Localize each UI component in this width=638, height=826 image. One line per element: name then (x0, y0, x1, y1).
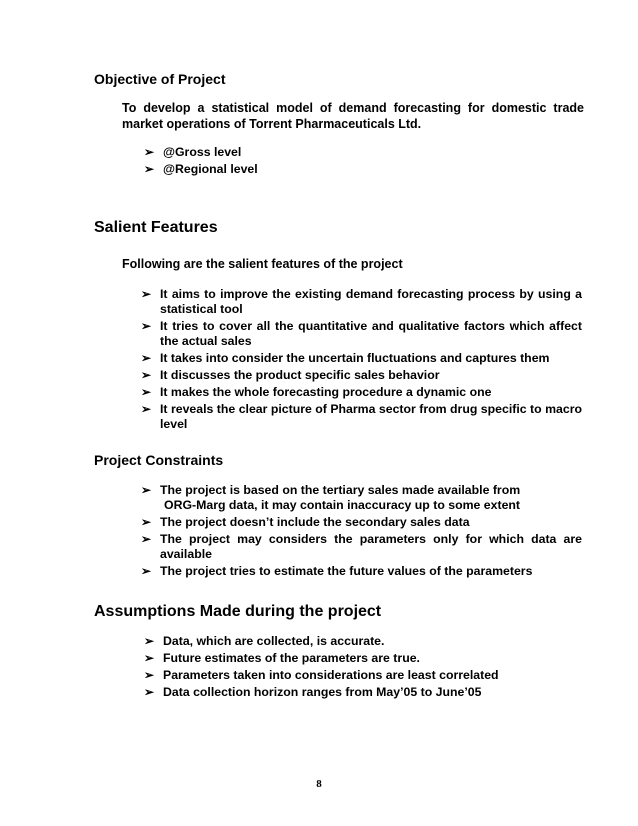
list-item: ➢ It discusses the product specific sales behavior (141, 368, 440, 382)
arrow-bullet-icon: ➢ (141, 532, 152, 546)
constraints-bullets (141, 483, 582, 581)
arrow-bullet-icon: ➢ (144, 668, 155, 682)
list-item: ➢ @Gross level (144, 145, 242, 159)
list-item: ➢ It takes into consider the uncertain fluctuations and captures them (141, 351, 550, 365)
arrow-bullet-icon: ➢ (144, 651, 155, 665)
list-item: ➢ It tries to cover all the quantitative and qualitative factors which affect the actual sales (141, 319, 582, 348)
arrow-bullet-icon: ➢ (144, 634, 155, 648)
page-number: 8 (316, 778, 322, 790)
arrow-bullet-icon: ➢ (141, 483, 152, 497)
list-item: ➢ The project is based on the tertiary sales made available from (141, 483, 521, 497)
salient-bullets (141, 287, 582, 434)
assumptions-heading: Assumptions Made during the project (94, 603, 382, 620)
arrow-bullet-icon: ➢ (141, 319, 152, 333)
objective-heading: Objective of Project (94, 71, 226, 87)
list-item: ➢ @Regional level (144, 162, 258, 176)
list-item-continuation: ORG-Marg data, it may contain inaccuracy up to some extent (164, 498, 521, 512)
arrow-bullet-icon: ➢ (144, 162, 155, 176)
list-item: ➢ The project may considers the parameters only for which data are available (141, 532, 582, 561)
arrow-bullet-icon: ➢ (141, 368, 152, 382)
objective-bullets (144, 145, 583, 179)
arrow-bullet-icon: ➢ (141, 385, 152, 399)
list-item: ➢ Data collection horizon ranges from May’05 to June’05 (144, 685, 482, 699)
arrow-bullet-icon: ➢ (144, 145, 155, 159)
list-item: ➢ Data, which are collected, is accurate. (144, 634, 385, 648)
list-item: ➢ It makes the whole forecasting procedure a dynamic one (141, 385, 492, 399)
constraints-heading: Project Constraints (94, 452, 224, 468)
list-item: ➢ The project tries to estimate the future values of the parameters (141, 564, 533, 578)
arrow-bullet-icon: ➢ (141, 515, 152, 529)
objective-text: To develop a statistical model of demand forecasting for domestic trade market operations of Torrent Pharmaceuticals Ltd. (122, 101, 584, 131)
list-item: ➢ The project doesn’t include the secondary sales data (141, 515, 470, 529)
salient-heading: Salient Features (94, 219, 218, 236)
arrow-bullet-icon: ➢ (141, 351, 152, 365)
list-item: ➢ It aims to improve the existing demand forecasting process by using a statistical tool (141, 287, 582, 316)
assumptions-bullets (144, 634, 583, 702)
salient-intro: Following are the salient features of the project (122, 257, 403, 271)
list-item: ➢ It reveals the clear picture of Pharma sector from drug specific to macro level (141, 402, 582, 431)
arrow-bullet-icon: ➢ (141, 402, 152, 416)
arrow-bullet-icon: ➢ (144, 685, 155, 699)
list-item: ➢ Future estimates of the parameters are true. (144, 651, 420, 665)
arrow-bullet-icon: ➢ (141, 564, 152, 578)
list-item: ➢ Parameters taken into considerations are least correlated (144, 668, 499, 682)
arrow-bullet-icon: ➢ (141, 287, 152, 301)
